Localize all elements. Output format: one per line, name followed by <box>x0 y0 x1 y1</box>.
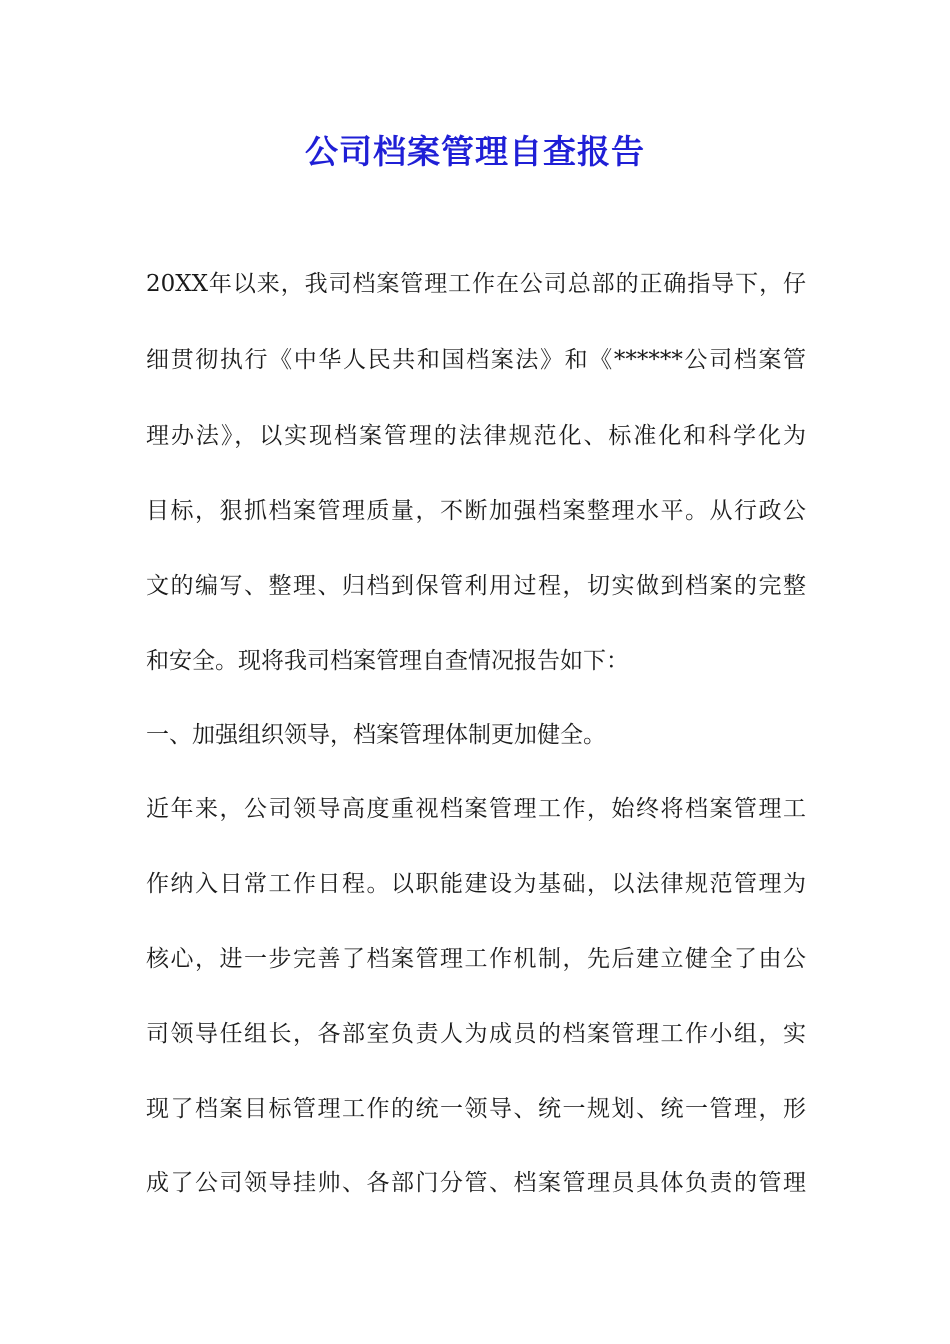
paragraph-line: 20XX年以来，我司档案管理工作在公司总部的正确指导下，仔 <box>146 271 806 297</box>
paragraph-line: 成了公司领导挂帅、各部门分管、档案管理员具体负责的管理 <box>146 1170 806 1196</box>
paragraph-line: 核心，进一步完善了档案管理工作机制，先后建立健全了由公 <box>146 946 806 972</box>
paragraph-line: 理办法》，以实现档案管理的法律规范化、标准化和科学化为 <box>146 423 806 449</box>
paragraph-line: 和安全。现将我司档案管理自查情况报告如下： <box>146 648 629 674</box>
paragraph-line: 现了档案目标管理工作的统一领导、统一规划、统一管理，形 <box>146 1096 806 1122</box>
paragraph-line: 近年来，公司领导高度重视档案管理工作，始终将档案管理工 <box>146 796 806 822</box>
paragraph-line: 司领导任组长，各部室负责人为成员的档案管理工作小组，实 <box>146 1021 806 1047</box>
paragraph-line: 文的编写、整理、归档到保管利用过程，切实做到档案的完整 <box>146 573 806 599</box>
section-heading: 一、加强组织领导，档案管理体制更加健全。 <box>146 722 606 748</box>
paragraph-line: 目标，狠抓档案管理质量，不断加强档案整理水平。从行政公 <box>146 498 806 524</box>
document-title: 公司档案管理自查报告 <box>305 132 645 171</box>
paragraph-line: 作纳入日常工作日程。以职能建设为基础，以法律规范管理为 <box>146 871 806 897</box>
paragraph-line: 细贯彻执行《中华人民共和国档案法》和《******公司档案管 <box>146 347 806 373</box>
